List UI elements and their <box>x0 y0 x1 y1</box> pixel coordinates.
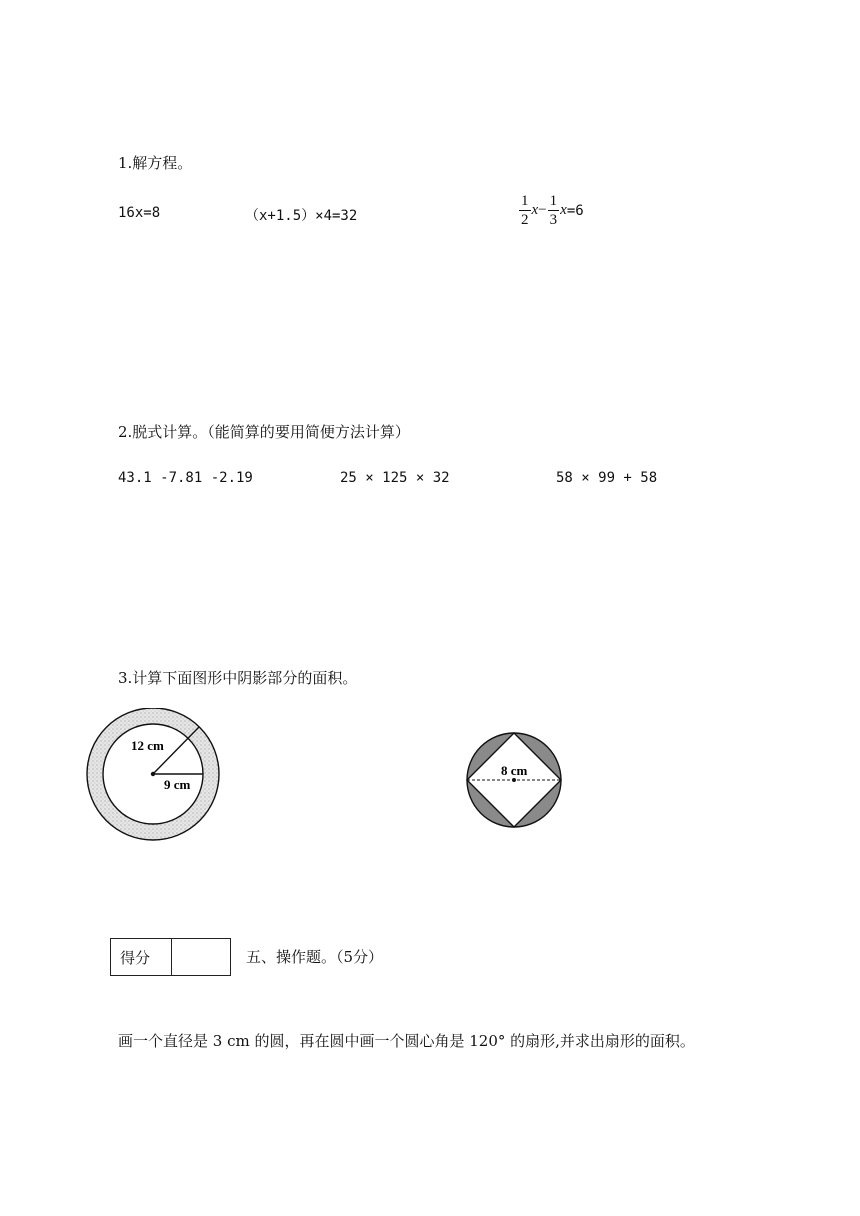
score-label: 得分 <box>111 939 172 975</box>
circle-square-figure <box>464 732 564 830</box>
fraction-half <box>519 192 531 229</box>
q2-expression-2: 25 × 125 × 32 <box>340 470 450 486</box>
annulus-figure <box>84 708 224 844</box>
q2-expression-3: 58 × 99 + 58 <box>556 470 658 486</box>
section-heading: 五、操作题。（5分） <box>246 948 384 966</box>
q1-title: 1.解方程。 <box>118 154 193 172</box>
q2-title: 2.脱式计算。（能简算的要用简便方法计算） <box>118 423 410 441</box>
equals-six: =6 <box>566 202 584 219</box>
q1-equation-2: （x+1.5）×4=32 <box>245 208 358 224</box>
inner-radius-label: 9 cm <box>164 777 191 792</box>
outer-radius-label: 12 cm <box>131 738 164 753</box>
variable-x: x <box>531 202 539 218</box>
center-dot <box>512 778 516 782</box>
fraction-denominator: 2 <box>521 212 529 228</box>
minus-sign: − <box>538 202 547 218</box>
diameter-label: 8 cm <box>501 763 528 778</box>
q1-equation-3 <box>518 192 584 229</box>
task-text: 画一个直径是 3 cm 的圆，再在圆中画一个圆心角是 120° 的扇形,并求出扇形的面积。 <box>118 1032 695 1050</box>
q1-equation-1: 16x=8 <box>118 205 161 221</box>
q2-expression-1: 43.1 -7.81 -2.19 <box>118 470 253 486</box>
center-dot <box>151 772 155 776</box>
fraction-denominator: 3 <box>549 212 558 228</box>
q3-title: 3.计算下面图形中阴影部分的面积。 <box>118 669 358 687</box>
variable-x: x <box>560 202 567 218</box>
fraction-numerator: 1 <box>521 193 529 209</box>
fraction-third <box>548 192 560 229</box>
fraction-numerator: 1 <box>549 193 558 209</box>
score-box <box>110 938 231 976</box>
score-value <box>172 939 230 975</box>
